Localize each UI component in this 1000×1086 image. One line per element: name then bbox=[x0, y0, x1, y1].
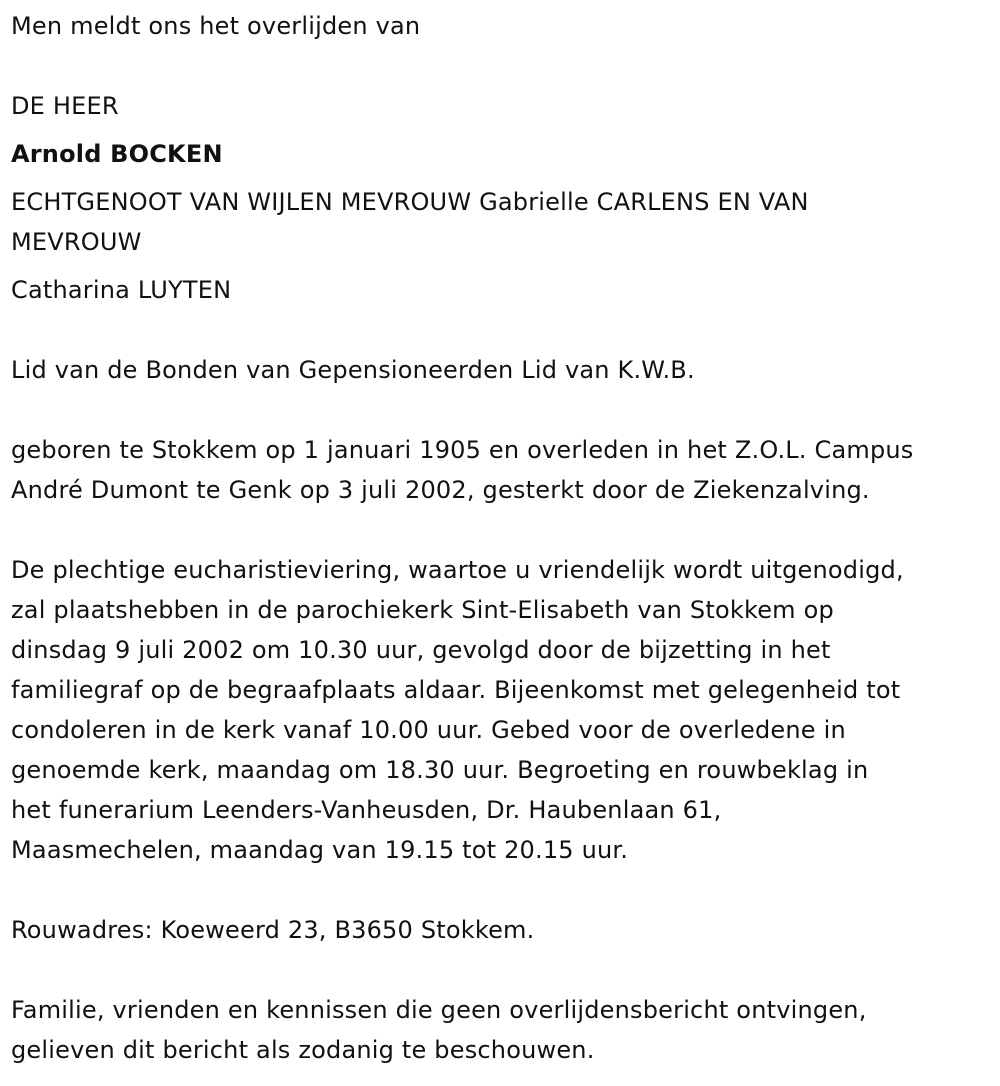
spouse-line-3: Catharina LUYTEN bbox=[11, 276, 232, 304]
birth-death-line: geboren te Stokkem op 1 januari 1905 en overleden in het Z.O.L. Campus bbox=[11, 436, 914, 464]
closing-line: Familie, vrienden en kennissen die geen overlijdensbericht ontvingen, bbox=[11, 996, 867, 1024]
closing-line: gelieven dit bericht als zodanig te beschouwen. bbox=[11, 1036, 595, 1064]
ceremony-line: De plechtige eucharistieviering, waartoe u vriendelijk wordt uitgenodigd, bbox=[11, 556, 904, 584]
birth-death-line: André Dumont te Genk op 3 juli 2002, gesterkt door de Ziekenzalving. bbox=[11, 476, 870, 504]
deceased-name: Arnold BOCKEN bbox=[11, 140, 223, 168]
spouse-line-2: MEVROUW bbox=[11, 228, 142, 256]
ceremony-line: familiegraf op de begraafplaats aldaar. Bijeenkomst met gelegenheid tot bbox=[11, 676, 901, 704]
ceremony-line: dinsdag 9 juli 2002 om 10.30 uur, gevolgd door de bijzetting in het bbox=[11, 636, 831, 664]
membership-text: Lid van de Bonden van Gepensioneerden Lid van K.W.B. bbox=[11, 356, 695, 384]
ceremony-line: Maasmechelen, maandag van 19.15 tot 20.15 uur. bbox=[11, 836, 629, 864]
intro-text: Men meldt ons het overlijden van bbox=[11, 12, 421, 40]
title-text: DE HEER bbox=[11, 92, 119, 120]
mourning-address: Rouwadres: Koeweerd 23, B3650 Stokkem. bbox=[11, 916, 535, 944]
ceremony-line: het funerarium Leenders-Vanheusden, Dr. Haubenlaan 61, bbox=[11, 796, 722, 824]
ceremony-line: genoemde kerk, maandag om 18.30 uur. Begroeting en rouwbeklag in bbox=[11, 756, 869, 784]
spouse-line-1: ECHTGENOOT VAN WIJLEN MEVROUW Gabrielle CARLENS EN VAN bbox=[11, 188, 809, 216]
ceremony-line: zal plaatshebben in de parochiekerk Sint-Elisabeth van Stokkem op bbox=[11, 596, 834, 624]
ceremony-line: condoleren in de kerk vanaf 10.00 uur. Gebed voor de overledene in bbox=[11, 716, 846, 744]
